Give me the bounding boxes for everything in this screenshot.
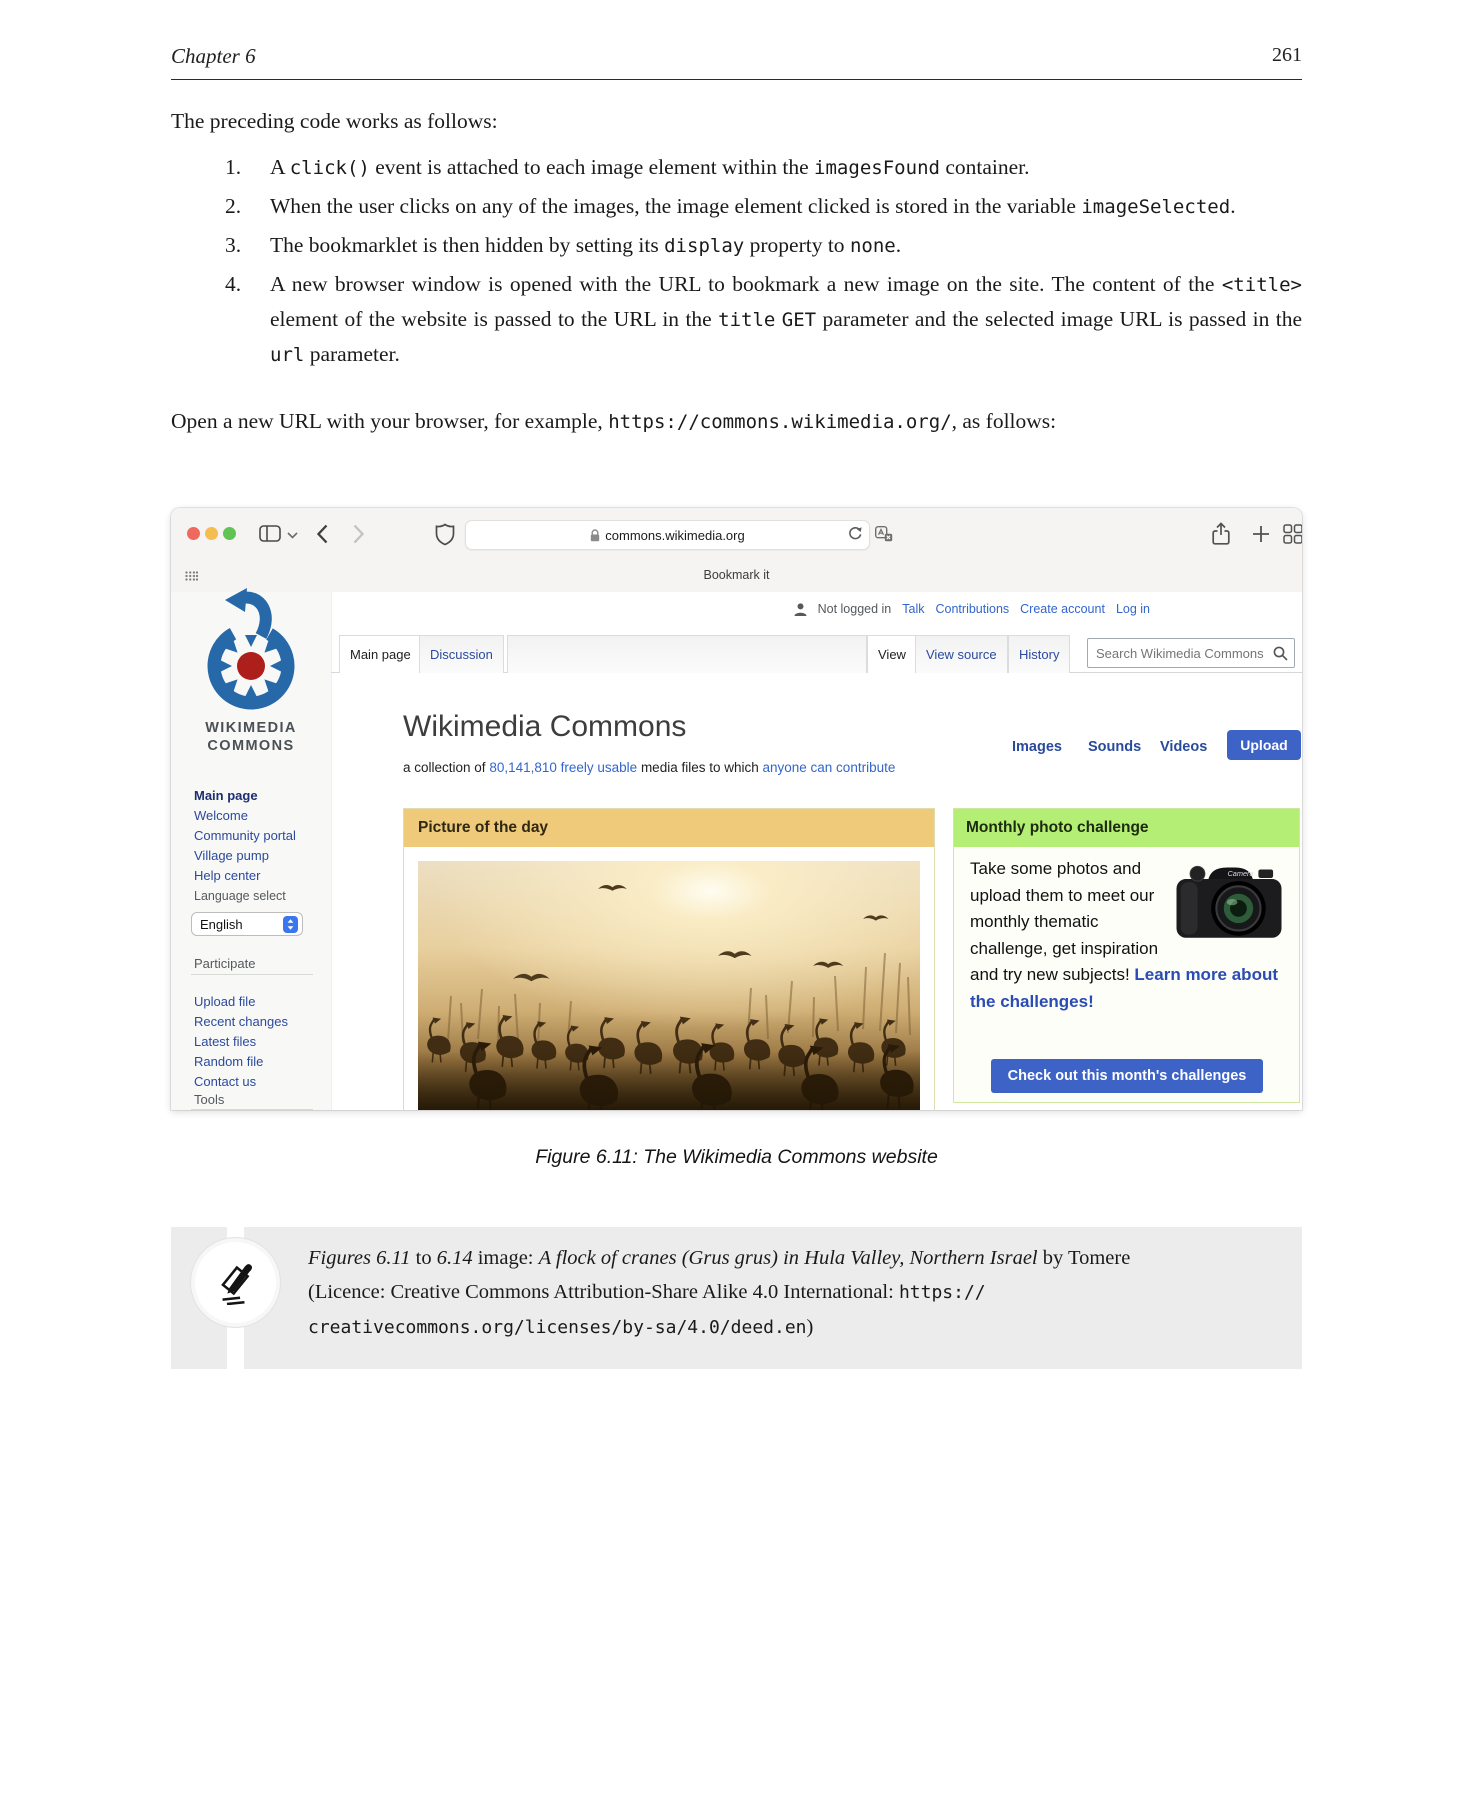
intro-paragraph: The preceding code works as follows: (171, 109, 498, 133)
new-tab-icon[interactable] (1251, 524, 1271, 544)
sidebar-nav-main (194, 786, 296, 886)
talk-link[interactable]: Talk (902, 602, 925, 616)
challenge-button[interactable]: Check out this month's challenges (991, 1059, 1263, 1093)
list-item (225, 267, 1302, 372)
tab-overview-icon[interactable] (1283, 524, 1302, 544)
upload-button[interactable]: Upload (1227, 730, 1301, 760)
contributions-link[interactable]: Contributions (935, 602, 1010, 616)
note-text: Figures 6.11 to 6.14 image: A flock of cranes (Grus grus) in Hula Valley, Northern Israel by Tomere (Licence: Creative Commons Attribution-Share Alike 4.0 International: https:// creativecommons.org/licenses/by-sa/4.0/deed.en) (308, 1247, 1131, 1338)
login-link[interactable]: Log in (1115, 602, 1150, 616)
challenge-text: Take some photos and upload them to meet our monthly thematic challenge, get inspiration and try new subjects! (970, 859, 1159, 984)
tools-heading: Tools (194, 1092, 225, 1107)
subtitle-text: a collection of (403, 760, 490, 775)
translate-icon[interactable] (875, 526, 893, 542)
tab-discussion[interactable]: Discussion (419, 635, 504, 673)
traffic-light-zoom[interactable] (223, 527, 236, 540)
traffic-light-minimize[interactable] (205, 527, 218, 540)
tab-filler (507, 635, 867, 673)
challenge-body (954, 847, 1299, 1015)
bookmarklet-link[interactable]: Bookmark it (703, 568, 770, 582)
sidebar-item-community-portal[interactable]: Community portal (194, 828, 296, 843)
list-text: When the user clicks on any of the images, the image element clicked is stored in the variable imageSelected. (270, 194, 1236, 218)
camera-label: Camera (1227, 868, 1254, 878)
list-number: 3. (225, 233, 242, 257)
back-button[interactable] (317, 524, 328, 544)
list-item (225, 228, 1302, 263)
login-status: Not logged in (817, 602, 892, 616)
sidebar-divider (191, 1109, 313, 1110)
shield-icon[interactable] (435, 523, 455, 546)
tab-main-page[interactable]: Main page (339, 635, 422, 673)
browser-toolbar (171, 508, 1302, 561)
challenge-panel (953, 808, 1300, 1103)
sidebar-item-recent-changes[interactable]: Recent changes (194, 1014, 288, 1029)
ordered-list (225, 150, 1302, 376)
wiki-sidebar (171, 592, 332, 1110)
list-number: 1. (225, 155, 242, 179)
share-icon[interactable] (1211, 522, 1231, 546)
language-dropdown[interactable] (191, 912, 303, 936)
lock-icon (590, 529, 600, 542)
commons-logo[interactable] (201, 586, 301, 716)
potd-panel (403, 808, 935, 1110)
potd-image[interactable] (418, 861, 920, 1110)
sidebar-item-contact-us[interactable]: Contact us (194, 1074, 257, 1089)
learn-more-link[interactable]: Learn more about the challenges! (970, 965, 1279, 1011)
participate-heading: Participate (194, 956, 256, 971)
url-text: commons.wikimedia.org (605, 527, 745, 543)
sidebar-nav-participate (194, 992, 288, 1092)
browser-window (171, 508, 1302, 1110)
sidebar-item-random-file[interactable]: Random file (194, 1054, 264, 1069)
tab-history[interactable]: History (1008, 635, 1070, 673)
search-icon[interactable] (1273, 646, 1288, 661)
sidebar-item-village-pump[interactable]: Village pump (194, 848, 269, 863)
address-bar[interactable] (465, 520, 870, 550)
sidebar-divider (191, 974, 313, 975)
reload-icon[interactable] (847, 526, 863, 542)
figure-caption: Figure 6.11: The Wikimedia Commons website (535, 1146, 938, 1168)
chevron-down-icon[interactable] (287, 532, 298, 539)
tab-view-source[interactable]: View source (915, 635, 1008, 673)
subtitle-text: media files to which (637, 760, 763, 775)
page-title: Wikimedia Commons (403, 710, 687, 743)
sidebar-toggle-icon[interactable] (259, 525, 282, 543)
sidebar-item-welcome[interactable]: Welcome (194, 808, 248, 823)
sidebar-item-upload-file[interactable]: Upload file (194, 994, 256, 1009)
chapter-title: Chapter 6 (171, 44, 256, 68)
list-number: 2. (225, 194, 242, 218)
favorites-bar (171, 560, 1302, 593)
search-input[interactable] (1087, 638, 1295, 668)
images-link[interactable]: Images (1012, 739, 1062, 755)
sidebar-item-main-page[interactable]: Main page (194, 788, 258, 803)
dropdown-stepper-icon (283, 916, 298, 933)
tab-view[interactable]: View (867, 635, 917, 673)
logo-wordmark-line1: WIKIMEDIA (205, 720, 297, 736)
language-value: English (200, 917, 243, 932)
list-text: A click() event is attached to each image element within the imagesFound container. (270, 155, 1030, 179)
camera-image (1173, 858, 1285, 942)
note-icon (195, 1242, 276, 1323)
subtitle-link-contribute[interactable]: anyone can contribute (762, 760, 896, 775)
note-box (171, 1227, 1302, 1369)
sidebar-item-latest-files[interactable]: Latest files (194, 1034, 257, 1049)
potd-header: Picture of the day (404, 809, 934, 847)
create-account-link[interactable]: Create account (1020, 602, 1105, 616)
user-bar (794, 602, 1150, 616)
language-select-label: Language select (194, 889, 286, 903)
page-subtitle (403, 760, 895, 775)
forward-button[interactable] (353, 524, 364, 544)
sidebar-item-help-center[interactable]: Help center (194, 868, 261, 883)
page-number: 261 (1272, 44, 1302, 66)
traffic-light-close[interactable] (187, 527, 200, 540)
person-icon (794, 603, 807, 616)
wikimedia-page (171, 592, 1302, 1110)
logo-wordmark-line2: COMMONS (207, 738, 295, 754)
list-number: 4. (225, 272, 242, 296)
subtitle-link-count[interactable]: 80,141,810 freely usable (489, 760, 638, 775)
list-text: A new browser window is opened with the URL to bookmark a new image on the site. The content of the <title> element of the website is passed to the URL in the title GET parameter and the selected image URL is passed in the url parameter. (270, 272, 1302, 366)
videos-link[interactable]: Videos (1160, 739, 1208, 755)
open-url-paragraph: Open a new URL with your browser, for example, https://commons.wikimedia.org/, as follows: (171, 409, 1057, 433)
cranes-photo (418, 861, 920, 1110)
list-item (225, 150, 1302, 185)
list-item (225, 189, 1302, 224)
list-text: The bookmarklet is then hidden by setting its display property to none. (270, 233, 902, 257)
search-box (1087, 638, 1295, 668)
header-divider (171, 79, 1302, 80)
challenge-header: Monthly photo challenge (954, 809, 1299, 847)
pen-note-icon (213, 1260, 258, 1305)
sounds-link[interactable]: Sounds (1088, 739, 1142, 755)
